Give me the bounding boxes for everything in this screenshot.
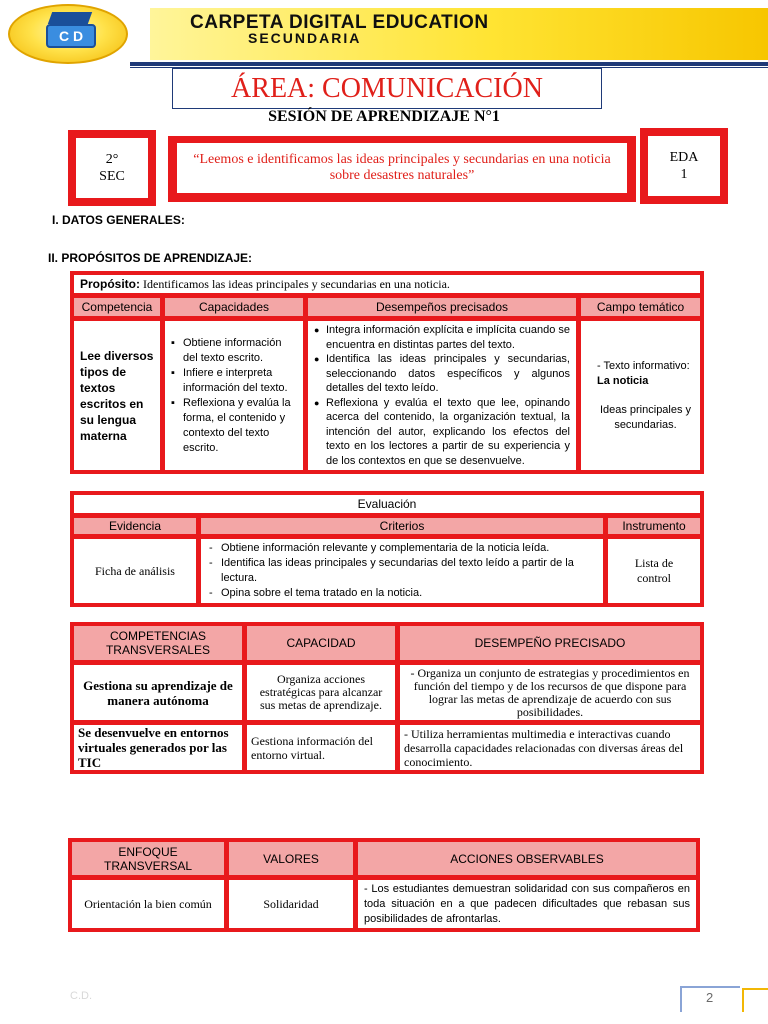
transversal-competencia: Gestiona su aprendizaje de manera autónoma xyxy=(73,664,243,721)
criterio-item: - Obtiene información relevante y complementaria de la noticia leída. xyxy=(205,541,599,556)
transversal-desempeno: - Utiliza herramientas multimedia e interactivas cuando desarrolla capacidades relacionadas con diversas áreas del conocimiento. xyxy=(399,724,701,771)
session-title: SESIÓN DE APRENDIZAJE N°1 xyxy=(268,108,500,125)
transversal-competencia: Se desenvuelve en entornos virtuales generados por las TIC xyxy=(73,724,243,771)
transversal-capacidad: Organiza acciones estratégicas para alcanzar sus metas de aprendizaje. xyxy=(246,664,396,721)
criterio-item: - Opina sobre el tema tratado en la noticia. xyxy=(205,586,599,601)
enfoque-table xyxy=(68,838,700,932)
acciones-cell: - Los estudiantes demuestran solidaridad con sus compañeros en toda situación en a que padecen dificultades que rebasan sus posibilidades de afrontarlas. xyxy=(357,879,697,929)
campo-tematico-cell xyxy=(580,320,701,471)
desempeno-item: ● Reflexiona y evalúa el texto que lee, opinando acerca del contenido, la organización textual, la intención del autor, explicando los efectos del texto en los lectores a partir de su experiencia y de los contextos en que se desenvuelve. xyxy=(314,396,570,469)
grade-line2: SEC xyxy=(99,169,125,184)
desempeno-item: ● Identifica las ideas principales y secundarias, seleccionando datos específicos y algunos detalles del texto leído. xyxy=(314,352,570,396)
area-title: ÁREA: COMUNICACIÓN xyxy=(172,68,602,109)
valor-cell: Solidaridad xyxy=(228,879,354,929)
transversales-table xyxy=(70,622,704,774)
criterio-item: - Identifica las ideas principales y secundarias del texto leído a partir de la lectura. xyxy=(205,556,599,586)
desempeno-item: ● Integra información explícita e implícita cuando se encuentra en distintas partes del texto. xyxy=(314,323,570,352)
header-enfoque-transversal: ENFOQUE TRANSVERSAL xyxy=(71,841,225,876)
eda-line1: EDA xyxy=(669,150,699,165)
header-competencia: Competencia xyxy=(73,297,161,317)
header-competencias-transversales: COMPETENCIAS TRANSVERSALES xyxy=(73,625,243,661)
header-subtitle: SECUNDARIA xyxy=(248,30,362,46)
transversal-capacidad: Gestiona información del entorno virtual. xyxy=(246,724,396,771)
header-capacidad: CAPACIDAD xyxy=(246,625,396,661)
footer-mark: C.D. xyxy=(70,990,92,1002)
graduation-cap-icon xyxy=(48,12,92,24)
campo-item: Ideas principales y secundarias. xyxy=(599,403,692,431)
header-acciones-observables: ACCIONES OBSERVABLES xyxy=(357,841,697,876)
evaluacion-table xyxy=(70,491,704,607)
header-divider xyxy=(130,62,768,66)
capacidad-item: ▪ Reflexiona y evalúa la forma, el contenido y contexto del texto escrito. xyxy=(171,396,297,456)
section-propositos: II. PROPÓSITOS DE APRENDIZAJE: xyxy=(48,251,253,265)
header-valores: VALORES xyxy=(228,841,354,876)
evaluacion-title: Evaluación xyxy=(73,494,701,514)
header-capacidades: Capacidades xyxy=(164,297,304,317)
capacidad-item: ▪ Infiere e interpreta información del texto. xyxy=(171,366,297,396)
proposito-text: Identificamos las ideas principales y secundarias en una noticia. xyxy=(140,276,450,291)
criterios-cell xyxy=(200,538,604,604)
competencia-cell: Lee diversos tipos de textos escritos en su lengua materna xyxy=(73,320,161,471)
logo xyxy=(8,4,128,64)
section-datos-generales: I. DATOS GENERALES: xyxy=(52,213,185,227)
capacidad-item: ▪ Obtiene información del texto escrito. xyxy=(171,336,297,366)
transversal-desempeno: - Organiza un conjunto de estrategias y procedimientos en función del tiempo y de los recursos de que dispone para lograr las metas de aprendizaje de acuerdo con sus posibilidades. xyxy=(399,664,701,721)
instrumento-cell: Lista de control xyxy=(607,538,701,604)
enfoque-cell: Orientación la bien común xyxy=(71,879,225,929)
header-criterios: Criterios xyxy=(200,517,604,535)
page-corner-decoration xyxy=(742,988,768,1012)
header-title: CARPETA DIGITAL EDUCATION xyxy=(190,12,489,33)
eda-line2: 1 xyxy=(680,167,688,182)
page-number: 2 xyxy=(706,990,714,1005)
session-name: “Leemos e identificamos las ideas principales y secundarias en una noticia sobre desastres naturales” xyxy=(177,143,627,193)
campo-item: La noticia xyxy=(597,374,649,387)
session-name-box xyxy=(168,136,636,202)
campo-item: - Texto informativo: xyxy=(597,359,690,372)
grade-line1: 2° xyxy=(105,152,119,167)
header-instrumento: Instrumento xyxy=(607,517,701,535)
evidencia-cell: Ficha de análisis xyxy=(73,538,197,604)
header-desempenos: Desempeños precisados xyxy=(307,297,577,317)
header-campo-tematico: Campo temático xyxy=(580,297,701,317)
proposito-label: Propósito: xyxy=(80,276,140,291)
logo-text: C D xyxy=(46,24,96,48)
desempenos-cell xyxy=(307,320,577,471)
header-desempeno-precisado: DESEMPEÑO PRECISADO xyxy=(399,625,701,661)
header-evidencia: Evidencia xyxy=(73,517,197,535)
proposito-row xyxy=(73,274,701,294)
grade-box xyxy=(68,130,156,206)
proposito-table xyxy=(70,271,704,474)
eda-box xyxy=(640,128,728,204)
capacidades-cell xyxy=(164,320,304,471)
